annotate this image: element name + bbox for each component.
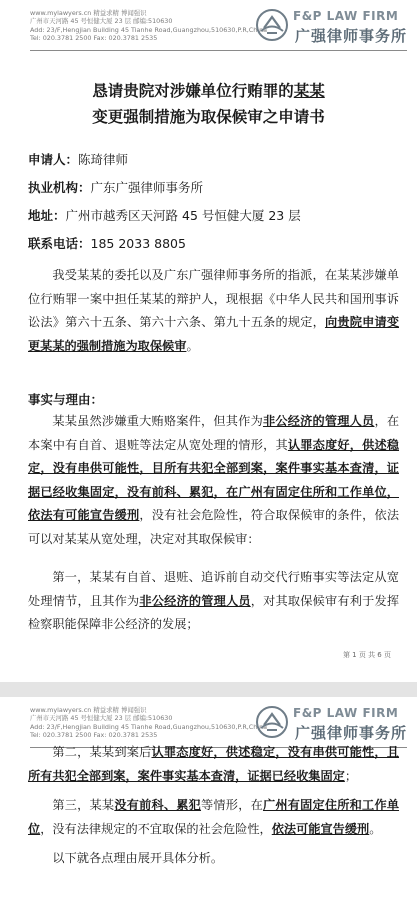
logo-chinese-name: 广强律师事务所	[295, 27, 408, 45]
letterhead-contact	[30, 9, 267, 42]
document-title-line-2: 变更强制措施为取保候审之申请书	[92, 108, 325, 126]
letterhead-phone: Tel: 020.3781 2500 Fax: 020.3781 2535	[30, 33, 158, 42]
letterhead-contact: www.mylawyers.cn 精益求精 博闻强识 广州市天河路 45 号恒健大厦 23 层 邮编:510630 Add: 23/F,Hengjian Building 45 Tianhe Road,Guangzhou,510630,P.R,China Tel: 020.3781 2500 Fax: 020.3781 2535	[30, 706, 268, 739]
closing-paragraph: 以下就各点理由展开具体分析。	[52, 851, 224, 865]
phone-row: 联系电话：185 2033 8805	[28, 236, 186, 251]
page-gap	[0, 682, 417, 697]
letterhead	[0, 0, 417, 58]
document-page-2	[0, 697, 417, 900]
point-2-paragraph: 第二，某某到案后认罪态度好，供述稳定，没有串供可能性，且所有共犯全部到案，案件事实基本查清，证据已经收集固定；	[28, 745, 400, 783]
letterhead-divider	[30, 50, 407, 51]
institution-row: 执业机构：广东广强律师事务所	[28, 180, 204, 195]
facts-heading: 事实与理由：	[28, 392, 104, 407]
letterhead-address-en: Add: 23/F,Hengjian Building 45 Tianhe Road,Guangzhou,510630,P.R,China	[30, 25, 268, 34]
point-3-paragraph: 第三，某某没有前科、累犯等情形，在广州有固定住所和工作单位，没有法律规定的不宜取保的社会危险性，依法可能宣告缓刑。	[28, 798, 400, 836]
law-firm-logo-icon	[255, 705, 289, 739]
intro-paragraph: 我受某某的委托以及广东广强律师事务所的指派，在某某涉嫌单位行贿罪一案中担任某某的辩护人，现根据《中华人民共和国刑事诉讼法》第六十五条、第六十六条、第九十五条的规定，向贵院申请变更某某的强制措施为取保候审。	[28, 268, 400, 353]
defendant-name: 某某	[293, 82, 325, 100]
letterhead-address-cn: 广州市天河路 45 号恒健大厦 23 层 邮编:510630	[30, 17, 173, 26]
law-firm-logo-icon	[255, 8, 289, 42]
letterhead-site: www.mylawyers.cn 精益求精 博闻强识	[30, 9, 147, 17]
law-firm-logo: F&P LAW FIRM 广强律师事务所	[255, 703, 405, 743]
law-firm-logo	[255, 6, 408, 46]
facts-paragraph: 某某虽然涉嫌重大贿赂案件，但其作为非公经济的管理人员，在本案中有自首、退赃等法定从宽处理的情形，其认罪态度好，供述稳定，没有串供可能性，目所有共犯全部到案，案件事实基本查清，证据已经收集固定，没有前科、累犯，在广州有固定住所和工作单位，依法有可能宣告缓刑，没有社会危险性，符合取保候审的条件，依法可以对某某从宽处理，决定对其取保候审：	[28, 414, 400, 546]
address-row: 地址：广州市越秀区天河路 45 号恒健大厦 23 层	[28, 208, 301, 223]
page-number: 第 1 页 共 6 页	[342, 651, 391, 659]
logo-english-name: F&P LAW FIRM	[293, 9, 399, 23]
applicant-row: 申请人：陈琦律师	[28, 152, 129, 167]
point-1-paragraph: 第一，某某有自首、退赃、追诉前自动交代行贿事实等法定从宽处理情节，且其作为非公经济的管理人员，对其取保候审有利于发挥检察职能保障非公经济的发展；	[28, 570, 400, 631]
document-title-line-1: 恳请贵院对涉嫌单位行贿罪的某某	[92, 82, 325, 100]
